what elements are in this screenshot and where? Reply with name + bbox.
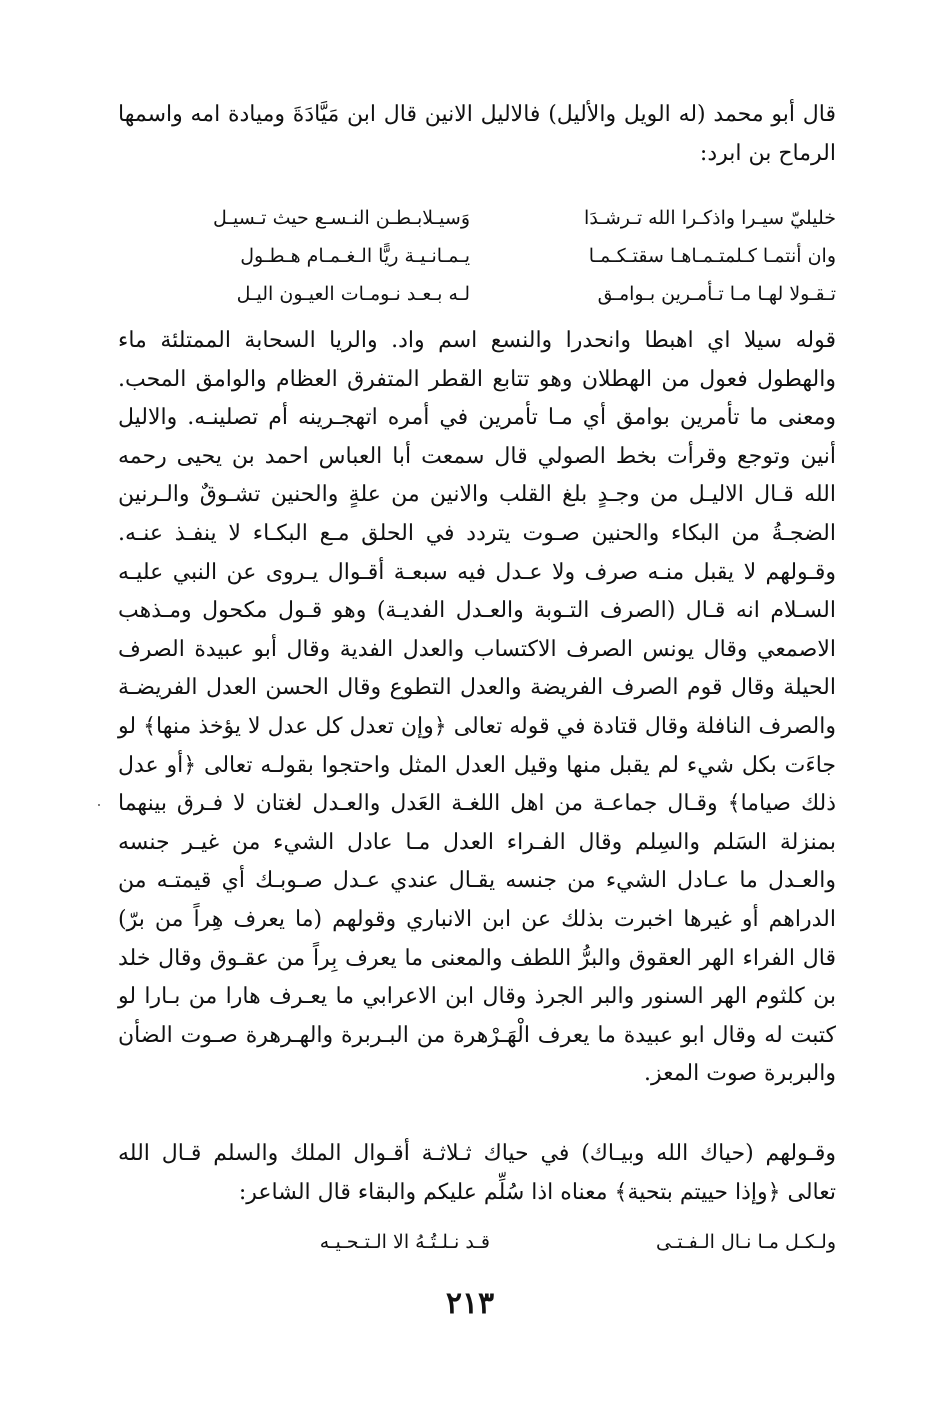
scan-speck <box>98 804 100 806</box>
verse-first-hemistich: وان أنتمـا كـلمتـمـاهـا سقتـكـمـا <box>588 245 836 267</box>
poem-verse <box>150 199 836 237</box>
commentary-paragraph: قوله سيلا اي اهبطا وانحدرا والنسع اسم واد. والريا السحابة الممتلئة ماء والهطول فعول من الهطلان وهو تتابع القطر المتفرق العظام والوامق المحب. ومعنى ما تأمرين بوامق أي مـا تأمرين في أمره اتهجـرينه أم تصلينـه. والاليل أنين وتوجع وقرأت بخط الصولي قال سمعت أبا العباس احمد بن يحيى رحمه الله قـال الاليـل من وجـدٍ بلغ القلب والانين من علةٍ والحنين تشـوقٌ والـرنين الضجـةُ من البكاء والحنين صـوت يتردد في الحلق مـع البكـاء لا ينفـذ عنـه. وقـولهم لا يقبل منـه صرف ولا عـدل فيه سبعـة أقـوال يـروى عن النبي عليـه السـلام انه قـال (الصرف التـوبة والعـدل الفديـة) وهو قـول مكحول ومـذهب الاصمعي وقال يونس الصرف الاكتساب والعدل الفدية وقال أبو عبيدة الصرف الحيلة وقال قوم الصرف الفريضة والعدل التطوع وقال الحسن العدل الفريضـة والصرف النافلة وقال قتادة في قوله تعالى ﴿وإن تعدل كل عدل لا يؤخذ منها﴾ لو جاءَت بكل شيء لم يقبل منها وقيل العدل المثل واحتجوا بقولـه تعالى ﴿أو عدل ذلك صياما﴾ وقـال جماعـة من اهل اللغـة العَدل والعـدل لغتان لا فـرق بينهما بمنزلة السَلم والسِلم وقال الفـراء العدل مـا عادل الشيء من غيـر جنسه والعـدل ما عـادل الشيء من جنسه يقـال عندي عـدل صـوبـك أي قيمتـه من الدراهم أو غيرها اخبرت بذلك عن ابن الانباري وقولهم (ما يعرف هِراً من برّ) قال الفراء الهر العقوق والبرُّ اللطف والمعنى ما يعرف بِراً من عقـوق وقال خلد بن كلثوم الهر السنور والبر الجرذ وقال ابن الاعرابي ما يعـرف هارا من بـارا لو كتبت له وقال ابو عبيدة ما يعرف الْهَـرْهرة من البـربرة والهـرهرة صـوت الضأن والبربرة صوت المعز. <box>118 328 836 1087</box>
verse-first-hemistich: خليليّ سيـرا واذكـرا الله تـرشـدَا <box>584 207 836 229</box>
verse-second-hemistich: لـه بـعـد نـومـات العيـون اليـل <box>236 283 470 305</box>
closing-verse <box>180 1224 836 1260</box>
poem-verse <box>150 237 836 275</box>
poem-verse <box>150 275 836 313</box>
verse-second-hemistich: يـمـانـيـة ريًّا الـغـمـام هـطـول <box>240 245 470 267</box>
page-number: ٢١٣ <box>445 1286 495 1321</box>
verse-second-hemistich: وَسيـلابـطـن النـسـع حيث تـسيـل <box>213 207 470 229</box>
poem <box>150 199 836 313</box>
closing-first-hemistich: ولـكـل مـا نـال الـفـتـى <box>655 1231 836 1253</box>
intro-paragraph: قال أبو محمد (له الويل والأليل) فالاليل الانين قال ابن مَيَّادَةَ وميادة امه واسمها الرماح بن ابرد: <box>118 102 836 166</box>
verse-first-hemistich: تـقـولا لهـا مـا تـأمـرين بـوامـق <box>597 283 836 305</box>
greeting-paragraph: وقـولهم (حياك الله وبيـاك) في حياك ثـلاثـة أقـوال الملك والسلم قـال الله تعالى ﴿وإذا حييتم بتحية﴾ معناه اذا سُلِّم عليكم والبقاء قال الشاعر: <box>118 1141 836 1205</box>
closing-second-hemistich: قـد نـلـتُـهُ الا الـتـحـيـه <box>319 1231 490 1253</box>
